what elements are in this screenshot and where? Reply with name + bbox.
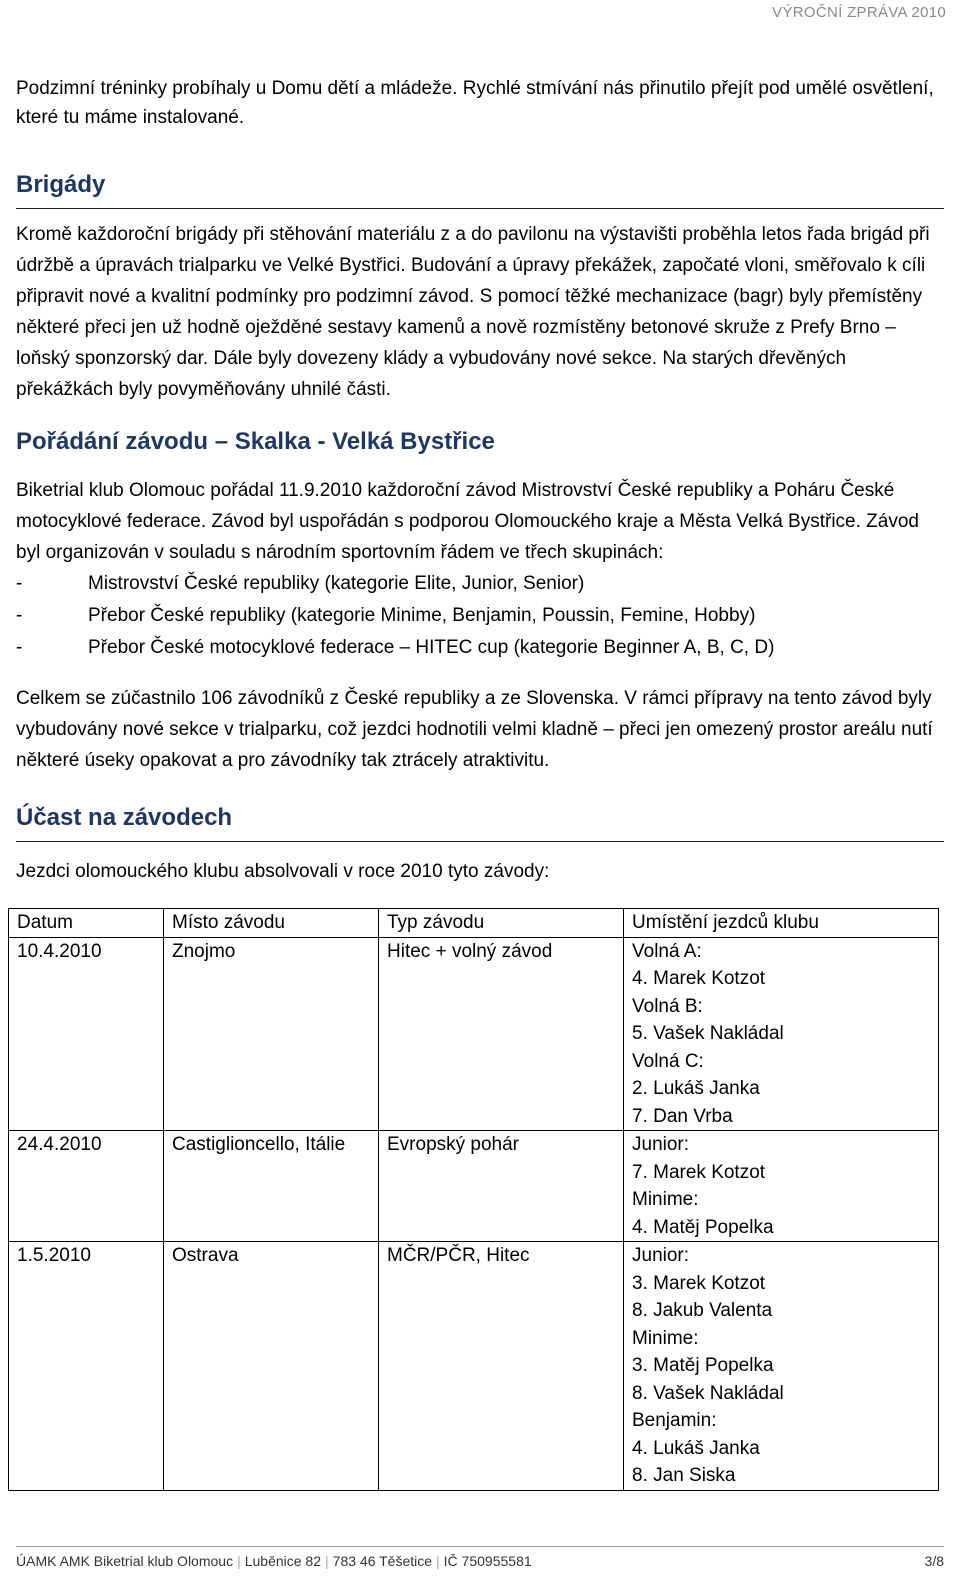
cell-date: 10.4.2010 [9, 937, 164, 1131]
result-line: Volná B: [632, 995, 703, 1017]
table-header-row [9, 909, 939, 938]
result-line: Minime: [632, 1189, 699, 1210]
page-number: 3/8 [924, 1553, 944, 1569]
cell-place: Ostrava [164, 1242, 379, 1491]
result-line: 4. Matěj Popelka [632, 1216, 774, 1238]
cell-date: 1.5.2010 [9, 1242, 164, 1491]
cell-type: Hitec + volný závod [379, 937, 624, 1131]
races-table [8, 908, 939, 1491]
running-header: VÝROČNÍ ZPRÁVA 2010 [772, 4, 946, 21]
race-group-text: Přebor České motocyklové federace – HITEC cup (kategorie Beginner A, B, C, D) [88, 637, 775, 658]
result-line: Junior: [632, 1245, 690, 1266]
column-header: Umístění jezdců klubu [624, 909, 939, 938]
cell-results [624, 1131, 939, 1242]
footer-street: Luběnice 82 [244, 1553, 322, 1569]
result-line: Junior: [632, 1134, 690, 1155]
brigady-paragraph: Kromě každoroční brigády při stěhování materiálu z a do pavilonu na výstavišti proběhla letos řada brigád při údržbě a úpravách trialparku ve Velké Bystřici. Budování a úpravy překážek, započaté vloni, směřovalo k cíli připravit nové a kvalitní podmínky pro podzimní závod. S pomocí těžké mechanizace (bagr) byly přemístěny některé přeci jen už hodně oježděné sestavy kamenů a nově rozmístěny betonové skruže z Prefy Brno – loňský sponzorský dar. Dále byly dovezeny klády a vybudovány nové sekce. Na starých dřevěných překážkách byly povyměňovány uhnilé části. [16, 224, 930, 400]
poradani-paragraph: Biketrial klub Olomouc pořádal 11.9.2010 každoroční závod Mistrovství České republiky a Poháru České motocyklové federace. Závod byl uspořádán s podporou Olomouckého kraje a Města Velká Bystřice. Závod byl organizován v souladu s národním sportovním řádem ve třech skupinách: [16, 480, 919, 563]
result-line: Benjamin: [632, 1410, 717, 1431]
cell-results [624, 937, 939, 1131]
list-bullet: - [16, 605, 23, 626]
result-line: 4. Marek Kotzot [632, 968, 766, 989]
result-line: 4. Lukáš Janka [632, 1437, 760, 1459]
footer-city: 783 46 Těšetice [332, 1553, 433, 1569]
cell-type: MČR/PČR, Hitec [379, 1242, 624, 1491]
result-line: 8. Vašek Nakládal [632, 1382, 784, 1404]
footer-ico: IČ 750955581 [443, 1553, 532, 1569]
cell-results [624, 1242, 939, 1491]
footer-club: ÚAMK AMK Biketrial klub Olomouc [16, 1553, 234, 1569]
result-line: 2. Lukáš Janka [632, 1078, 760, 1099]
list-bullet: - [16, 573, 23, 594]
page-footer [16, 1546, 944, 1569]
intro-paragraph: Podzimní tréninky probíhaly u Domu dětí a mládeže. Rychlé stmívání nás přinutilo přejít pod umělé osvětlení, které tu máme instalované. [16, 78, 934, 128]
race-group-text: Přebor České republiky (kategorie Minime, Benjamin, Poussin, Femine, Hobby) [88, 605, 756, 626]
race-group-text: Mistrovství České republiky (kategorie Elite, Junior, Senior) [88, 573, 585, 594]
poradani-heading: Pořádání závodu – Skalka - Velká Bystřice [16, 428, 495, 455]
cell-place: Znojmo [164, 937, 379, 1131]
column-header: Datum [9, 909, 164, 938]
result-line: 7. Marek Kotzot [632, 1161, 766, 1183]
ucast-heading-block [16, 803, 944, 842]
race-group-item [16, 632, 944, 664]
column-header: Typ závodu [379, 909, 624, 938]
result-line: Volná A: [632, 940, 702, 962]
race-groups-list [16, 568, 944, 664]
table-row [9, 1131, 939, 1242]
result-line: 7. Dan Vrba [632, 1105, 733, 1127]
list-bullet: - [16, 637, 23, 658]
brigady-heading-block [16, 170, 944, 209]
cell-type: Evropský pohár [379, 1131, 624, 1242]
cell-date: 24.4.2010 [9, 1131, 164, 1242]
result-line: 8. Jakub Valenta [632, 1300, 773, 1321]
result-line: 8. Jan Siska [632, 1465, 736, 1486]
race-group-item [16, 600, 944, 632]
summary-paragraph: Celkem se zúčastnilo 106 závodníků z České republiky a ze Slovenska. V rámci přípravy na tento závod byly vybudovány nové sekce v trialparku, což jezdci hodnotili velmi kladně – přeci jen omezený prostor areálu nutí některé úseky opakovat a pro závodníky tak ztrácely atraktivitu. [16, 688, 933, 771]
result-line: 3. Matěj Popelka [632, 1355, 774, 1376]
table-row [9, 1242, 939, 1491]
brigady-heading: Brigády [16, 171, 106, 198]
table-row [9, 937, 939, 1131]
cell-place: Castiglioncello, Itálie [164, 1131, 379, 1242]
page-content [16, 74, 944, 1491]
ucast-heading: Účast na závodech [16, 804, 233, 831]
race-group-item [16, 568, 944, 600]
result-line: Volná C: [632, 1050, 704, 1072]
footer-address: ÚAMK AMK Biketrial klub Olomouc | Luběnice 82 | 783 46 Těšetice | IČ 750955581 [16, 1553, 532, 1569]
result-line: 3. Marek Kotzot [632, 1272, 766, 1294]
ucast-intro: Jezdci olomouckého klubu absolvovali v roce 2010 tyto závody: [16, 861, 550, 882]
result-line: Minime: [632, 1327, 699, 1349]
result-line: 5. Vašek Nakládal [632, 1023, 784, 1044]
column-header: Místo závodu [164, 909, 379, 938]
